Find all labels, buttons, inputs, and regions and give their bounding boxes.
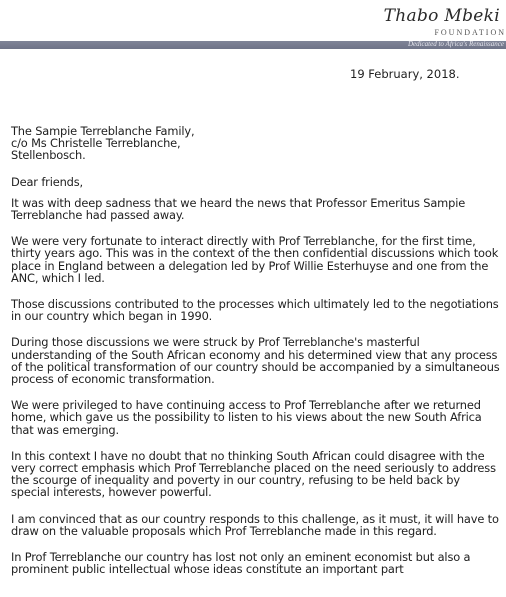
paragraph: It was with deep sadness that we heard the news that Professor Emeritus Sampie Terreblanche had passed away. xyxy=(11,195,466,223)
address-line: The Sampie Terreblanche Family, xyxy=(11,124,195,138)
paragraph: We were very fortunate to interact directly with Prof Terreblanche, for the first time, thirty years ago. This was in the context of the then confidential discussions which took place in England between a delegation led by Prof Willie Esterhuyse and one from the ANC, which I led. xyxy=(11,234,499,285)
address-line: c/o Ms Christelle Terreblanche, xyxy=(11,136,181,151)
paragraph: During those discussions we were struck by Prof Terreblanche's masterful understanding of the South African economy and his determined view that any process of the political transformation of our country should be accompanied by a simultaneous process of economic transformation. xyxy=(11,335,500,387)
letter-body xyxy=(11,109,501,589)
paragraph: In this context I have no doubt that no thinking South African could disagree with the very correct emphasis which Prof Terreblanche placed on the need seriously to address the scourge of inequality and poverty in our country, refusing to be held back by special interests, however powerful. xyxy=(11,448,496,500)
salutation: Dear friends, xyxy=(11,174,83,189)
paragraph: Those discussions contributed to the processes which ultimately led to the negotiations in our country which began in 1990. xyxy=(11,297,499,324)
letterhead-tagline: Dedicated to Africa's Renaissance xyxy=(407,40,504,48)
paragraph: We were privileged to have continuing access to Prof Terreblanche after we returned home, which gave us the possibility to listen to his views about the new South Africa that was emerging. xyxy=(11,398,482,437)
letter-date: 19 February, 2018. xyxy=(350,67,460,81)
paragraph: I am convinced that as our country responds to this challenge, as it must, it will have to draw on the valuable proposals which Prof Terreblanche made in this regard. xyxy=(11,511,499,538)
paragraph: In Prof Terreblanche our country has lost not only an eminent economist but also a prominent public intellectual whose ideas constitute an important part xyxy=(11,550,471,577)
address-line: Stellenbosch. xyxy=(11,148,86,163)
logo-script-name: Thabo Mbeki xyxy=(383,6,500,26)
logo-foundation-text: FOUNDATION xyxy=(434,28,506,37)
